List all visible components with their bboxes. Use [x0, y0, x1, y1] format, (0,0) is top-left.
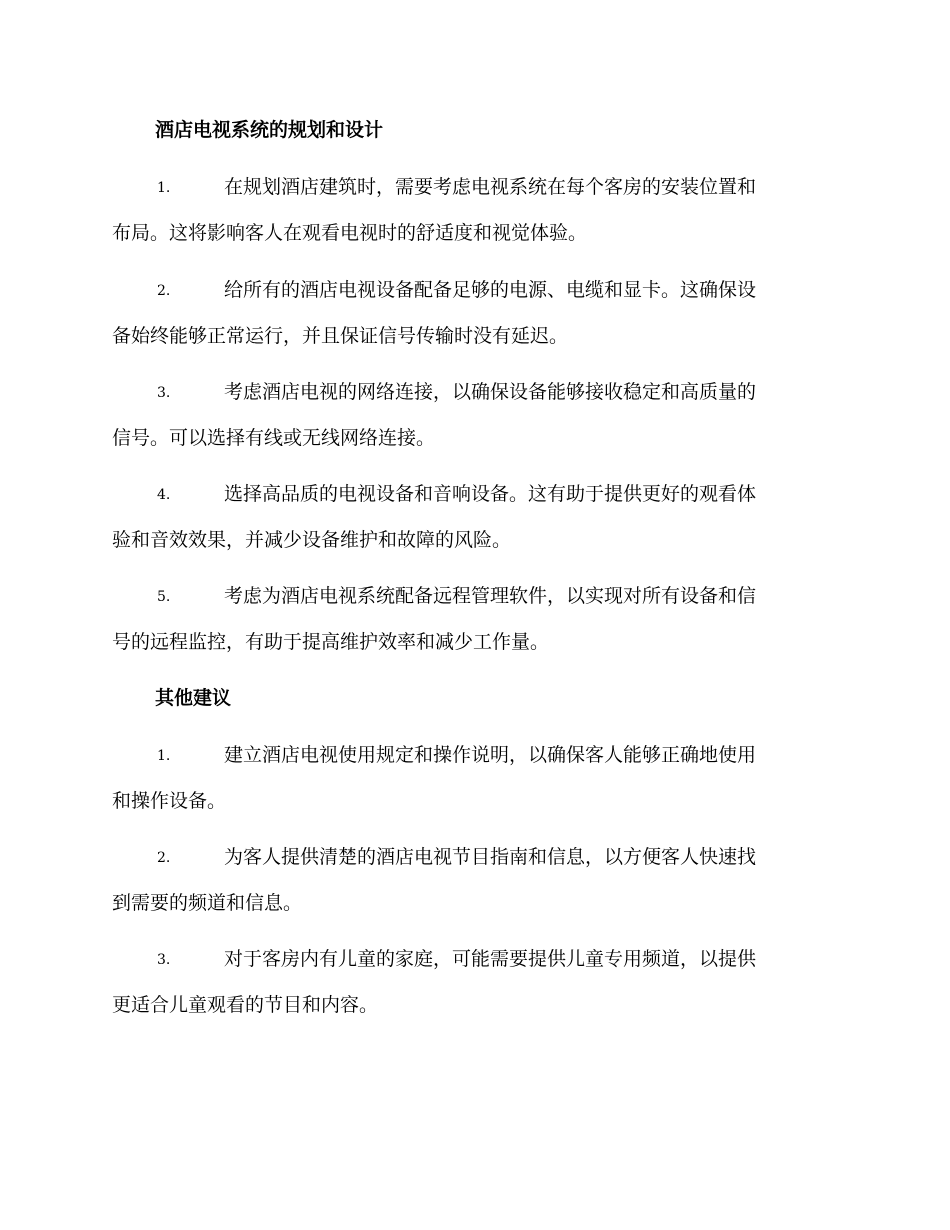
list-item-line	[112, 380, 836, 404]
list-item-text: 建立酒店电视使用规定和操作说明，以确保客人能够正确地使用	[224, 744, 757, 766]
list-item-continuation: 更适合儿童观看的节目和内容。	[112, 994, 379, 1016]
list-item-line	[112, 278, 836, 302]
list-item-continuation: 和操作设备。	[112, 790, 227, 812]
list-item-text: 考虑酒店电视的网络连接，以确保设备能够接收稳定和高质量的	[224, 381, 757, 403]
list-item-text: 对于客房内有儿童的家庭，可能需要提供儿童专用频道，以提供	[224, 948, 757, 970]
list-item-text: 选择高品质的电视设备和音响设备。这有助于提供更好的观看体	[224, 483, 757, 505]
list-item-number: 1.	[157, 180, 171, 196]
list-item	[112, 845, 836, 915]
list-item-text: 为客人提供清楚的酒店电视节目指南和信息，以方便客人快速找	[224, 846, 757, 868]
list-item-number: 1.	[157, 748, 171, 764]
list-item	[112, 743, 836, 813]
list-item-continuation: 信号。可以选择有线或无线网络连接。	[112, 427, 436, 449]
list-item-number: 5.	[157, 589, 171, 605]
list-item-number: 3.	[157, 952, 171, 968]
list-item-line	[112, 947, 836, 971]
list-item-number: 2.	[157, 850, 171, 866]
section-heading: 酒店电视系统的规划和设计	[155, 119, 384, 141]
list-item-continuation: 号的远程监控，有助于提高维护效率和减少工作量。	[112, 631, 550, 653]
list-item-continuation: 布局。这将影响客人在观看电视时的舒适度和视觉体验。	[112, 222, 588, 244]
list-item-text: 在规划酒店建筑时，需要考虑电视系统在每个客房的安装位置和	[224, 176, 757, 198]
list-item-line	[112, 743, 836, 767]
list-item-number: 3.	[157, 385, 171, 401]
list-item	[112, 947, 836, 1017]
section-heading: 其他建议	[155, 687, 232, 709]
list-item-number: 2.	[157, 283, 171, 299]
list-item	[112, 482, 836, 552]
list-item-line	[112, 482, 836, 506]
list-item-continuation: 备始终能够正常运行，并且保证信号传输时没有延迟。	[112, 325, 569, 347]
list-item	[112, 584, 836, 654]
list-item	[112, 380, 836, 450]
list-item-line	[112, 175, 836, 199]
list-item-text: 给所有的酒店电视设备配备足够的电源、电缆和显卡。这确保设	[224, 279, 757, 301]
list-item-text: 考虑为酒店电视系统配备远程管理软件，以实现对所有设备和信	[224, 585, 757, 607]
list-item	[112, 278, 836, 348]
list-item-continuation: 到需要的频道和信息。	[112, 892, 303, 914]
list-item	[112, 175, 836, 245]
list-item-line	[112, 584, 836, 608]
list-item-line	[112, 845, 836, 869]
list-item-number: 4.	[157, 487, 171, 503]
list-item-continuation: 验和音效效果，并减少设备维护和故障的风险。	[112, 529, 512, 551]
